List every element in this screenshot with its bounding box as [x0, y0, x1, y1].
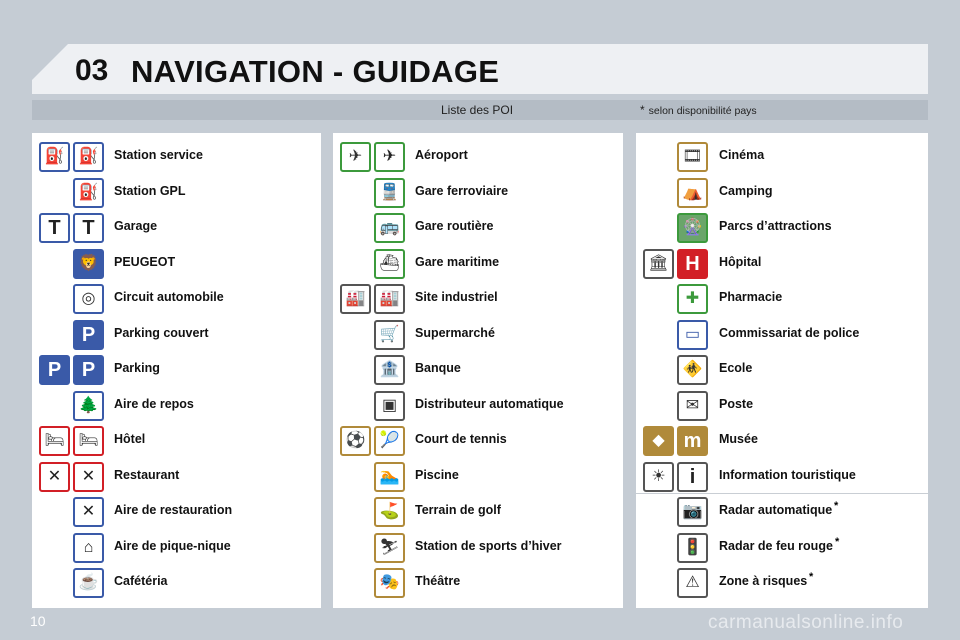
poi-row [333, 494, 623, 529]
divider [636, 493, 928, 494]
availability-asterisk: * [835, 535, 840, 548]
institution-icon: 🏛 [643, 249, 674, 279]
page-title: NAVIGATION - GUIDAGE [131, 54, 500, 89]
poi-label: Piscine [415, 467, 459, 482]
poi-row [636, 530, 928, 565]
garage-hammer-icon: T [73, 213, 104, 243]
poi-row [32, 423, 321, 458]
poi-row [32, 352, 321, 387]
watermark: carmanualsonline.info [708, 612, 904, 633]
poi-label: Gare ferroviaire [415, 183, 509, 198]
hotel-bed-icon: 🛏 [39, 426, 70, 456]
poi-row [333, 317, 623, 352]
poi-label: Ecole [719, 361, 753, 375]
poi-label: Supermarché [415, 325, 495, 340]
page-number: 10 [30, 613, 46, 629]
poi-label: Aéroport [415, 148, 468, 162]
industrial-site-icon: 🏭 [374, 284, 405, 314]
poi-label: Station service [114, 148, 203, 162]
poi-row [333, 423, 623, 458]
poi-row [32, 459, 321, 494]
poi-row [636, 459, 928, 494]
fuel-pump-icon: ⛽ [39, 142, 70, 172]
post-envelope-icon: ✉ [677, 391, 708, 421]
poi-label: Terrain de golf [415, 503, 501, 517]
hotel-bed-icon: 🛏 [73, 426, 104, 456]
poi-label: Gare maritime [415, 254, 500, 269]
poi-row [333, 352, 623, 387]
poi-row [333, 530, 623, 565]
poi-label: Station GPL [114, 183, 186, 198]
poi-label: Cafétéria [114, 574, 168, 588]
poi-row [333, 246, 623, 281]
poi-row [636, 423, 928, 458]
poi-row [636, 565, 928, 600]
poi-label: Distributeur automatique [415, 396, 564, 411]
poi-row [636, 494, 928, 529]
fuel-pump-icon: ⛽ [73, 142, 104, 172]
poi-row [333, 388, 623, 423]
availability-asterisk: * [809, 571, 814, 583]
poi-row [636, 352, 928, 387]
parking-icon: P [39, 355, 70, 385]
poi-label: Zone à risques [719, 574, 808, 588]
poi-label: Circuit automobile [114, 290, 224, 304]
poi-label: PEUGEOT [114, 254, 176, 269]
poi-label: Restaurant [114, 467, 180, 482]
availability-asterisk: * [834, 500, 839, 512]
section-subtitle: Liste des POI [441, 103, 514, 117]
poi-label: Gare routière [415, 219, 494, 233]
lpg-pump-icon: ⛽ [73, 178, 104, 208]
railway-station-icon: 🚆 [374, 178, 405, 208]
parking-icon: P [73, 355, 104, 385]
ferry-terminal-icon: ⛴ [374, 249, 405, 279]
poi-row [32, 388, 321, 423]
sports-icon: ⚽ [340, 426, 371, 456]
bank-icon: 🏦 [374, 355, 405, 385]
poi-row [32, 210, 321, 245]
note-text: selon disponibilité pays [648, 105, 757, 117]
poi-row [333, 565, 623, 600]
tennis-player-icon: 🎾 [374, 426, 405, 456]
poi-label: Aire de pique-nique [114, 538, 231, 553]
poi-row [636, 388, 928, 423]
speed-camera-icon: 📷 [677, 497, 708, 527]
poi-label: Information touristique [719, 467, 856, 482]
pharmacy-cross-icon: ✚ [677, 284, 708, 314]
poi-label: Banque [415, 361, 461, 375]
poi-row [333, 139, 623, 174]
poi-label: Parking couvert [114, 325, 209, 340]
poi-row [636, 281, 928, 316]
poi-label: Garage [114, 219, 158, 233]
poi-label: Radar de feu rouge [719, 538, 833, 553]
airport-plane-icon: ✈ [374, 142, 405, 172]
poi-label: Hôpital [719, 254, 762, 269]
picnic-area-icon: ⌂ [73, 533, 104, 563]
theatre-icon: 🎭 [374, 568, 405, 598]
poi-label: Hôtel [114, 432, 146, 446]
availability-note [640, 103, 757, 117]
poi-label: Cinéma [719, 148, 765, 162]
atm-icon: ▣ [374, 391, 405, 421]
garage-hammer-icon: T [39, 213, 70, 243]
poi-row [32, 175, 321, 210]
poi-row [333, 210, 623, 245]
ski-resort-icon: ⛷ [374, 533, 405, 563]
poi-label: Camping [719, 183, 773, 198]
poi-label: Court de tennis [415, 432, 507, 446]
poi-row [636, 175, 928, 210]
poi-row [32, 139, 321, 174]
swimming-pool-icon: 🏊 [374, 462, 405, 492]
golf-icon: ⛳ [374, 497, 405, 527]
school-children-icon: 🚸 [677, 355, 708, 385]
tourist-info-i-icon: i [677, 462, 708, 492]
poi-label: Aire de restauration [114, 503, 233, 517]
poi-label: Commissariat de police [719, 325, 860, 340]
poi-row [636, 246, 928, 281]
poi-label: Théâtre [415, 574, 461, 588]
poi-row [32, 494, 321, 529]
note-star: * [640, 103, 645, 117]
race-circuit-icon: ◎ [73, 284, 104, 314]
red-light-camera-icon: 🚦 [677, 533, 708, 563]
poi-column-3 [636, 133, 928, 608]
poi-row [636, 210, 928, 245]
poi-label: Radar automatique [719, 503, 833, 517]
amusement-park-icon: 🎡 [677, 213, 708, 243]
museum-diamond-icon: ◆ [643, 426, 674, 456]
poi-label: Musée [719, 432, 758, 446]
poi-row [636, 139, 928, 174]
poi-label: Station de sports d’hiver [415, 538, 562, 553]
poi-label: Pharmacie [719, 290, 783, 304]
bus-station-icon: 🚌 [374, 213, 405, 243]
industrial-site-icon: 🏭 [340, 284, 371, 314]
covered-parking-icon: P [73, 320, 104, 350]
museum-m-icon: m [677, 426, 708, 456]
poi-label: Parking [114, 361, 160, 375]
poi-label: Poste [719, 396, 754, 411]
food-area-icon: ✕ [73, 497, 104, 527]
poi-label: Parcs d’attractions [719, 219, 832, 233]
shopping-cart-icon: 🛒 [374, 320, 405, 350]
poi-row [32, 565, 321, 600]
camping-tent-icon: ⛺ [677, 178, 708, 208]
poi-row [333, 459, 623, 494]
poi-row [32, 530, 321, 565]
poi-row [32, 246, 321, 281]
peugeot-lion-icon: 🦁 [73, 249, 104, 279]
poi-row [636, 317, 928, 352]
poi-row [32, 281, 321, 316]
hospital-h-icon: H [677, 249, 708, 279]
airport-services-icon: ✈ [340, 142, 371, 172]
danger-zone-icon: ⚠ [677, 568, 708, 598]
police-icon: ▭ [677, 320, 708, 350]
poi-column-2 [333, 133, 623, 608]
cinema-film-icon: 🎞 [677, 142, 708, 172]
rest-area-icon: 🌲 [73, 391, 104, 421]
poi-label: Aire de repos [114, 396, 194, 411]
poi-row [333, 175, 623, 210]
poi-label: Site industriel [415, 290, 498, 304]
cafeteria-cup-icon: ☕ [73, 568, 104, 598]
restaurant-cutlery-icon: ✕ [39, 462, 70, 492]
poi-row [32, 317, 321, 352]
poi-column-1 [32, 133, 321, 608]
chapter-number: 03 [75, 54, 109, 87]
restaurant-cutlery-icon: ✕ [73, 462, 104, 492]
poi-row [333, 281, 623, 316]
tourist-info-rays-icon: ☀ [643, 462, 674, 492]
